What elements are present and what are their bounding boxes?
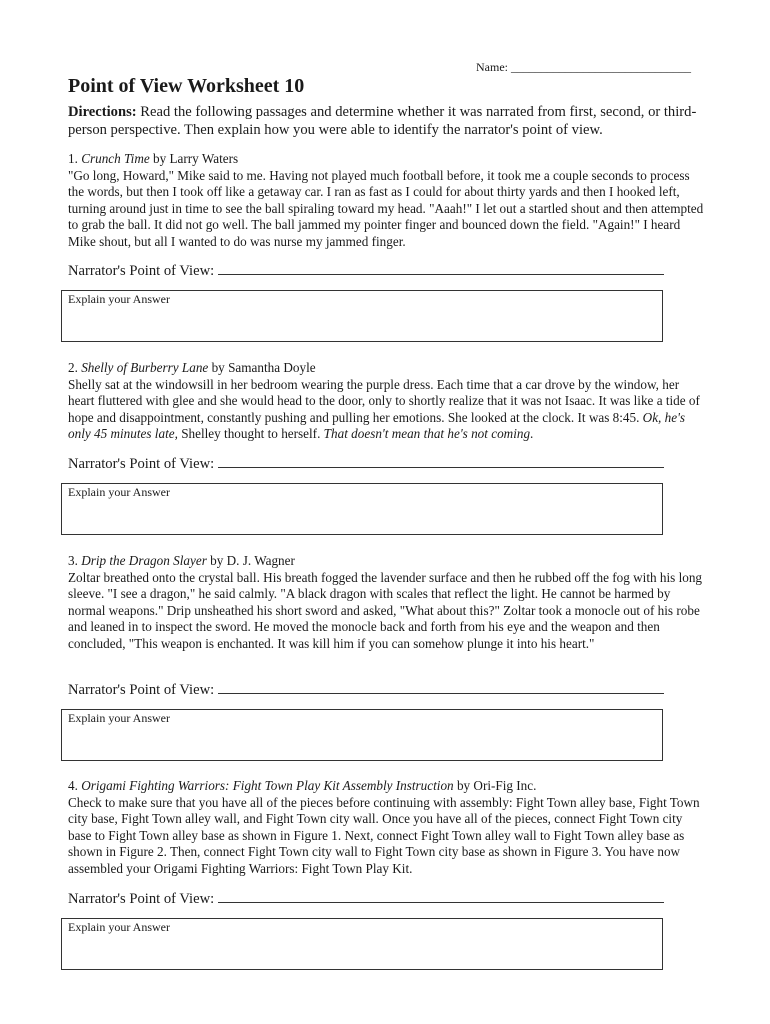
pov-answer-blank[interactable] [218,888,664,903]
pov-label: Narrator's Point of View: [68,891,215,907]
passage-thought-italic: Ok, he's only 45 minutes late, [68,409,686,441]
passage-1 [68,151,708,250]
passage-heading [68,360,708,377]
pov-answer-blank[interactable] [218,679,664,694]
passage-text-part: Shelley thought to herself. [177,426,324,441]
name-field-label: Name: ______________________________ [476,60,691,74]
directions-label: Directions: [68,104,137,120]
passage-text-part: Shelly sat at the windowsill in her bedroom wearing the purple dress. Each time that a car drove by the window, her heart fluttered with glee and she would head to the door, only to shortly realize that it was not Isaac. It was like a tide of hope and disappointment, constantly pushing and pulling her emotions. She looked at the clock. It was 8:45. [68,376,700,425]
explain-label: Explain your Answer [68,292,170,306]
passage-heading [68,778,708,795]
passage-title: Origami Fighting Warriors: Fight Town Play Kit Assembly Instruction [81,778,454,793]
passage-author: by Ori-Fig Inc. [453,778,537,793]
passage-title: Crunch Time [81,151,150,166]
pov-answer-blank[interactable] [218,453,664,468]
passage-title: Shelly of Burberry Lane [81,360,209,375]
passage-number: 4. [68,778,78,793]
passage-author: by D. J. Wagner [206,553,295,568]
pov-line-4 [68,888,664,908]
explain-box-4[interactable] [61,918,663,970]
pov-line-3 [68,679,664,699]
explain-label: Explain your Answer [68,711,170,725]
directions-text: Read the following passages and determine whether it was narrated from first, second, or third-person perspective. Then explain how you were able to identify the narrator's point of view. [68,104,697,138]
worksheet-title: Point of View Worksheet 10 [68,75,305,97]
pov-line-2 [68,453,664,473]
passage-text: Check to make sure that you have all of the pieces before continuing with assembly: Fight Town alley base, Fight Town city base, Fight Town alley wall, and Fight Town city wall. Once you have all of the pieces, connect Fight Town city base to Fight Town alley base as shown in Figure 1. Next, connect Fight Town alley wall to Fight Town alley base as shown in Figure 2. Then, connect Fight Town city wall to Fight Town city base as shown in Figure 3. You have now assembled your Origami Fighting Warriors: Fight Town Play Kit. [68,794,700,876]
explain-label: Explain your Answer [68,920,170,934]
pov-label: Narrator's Point of View: [68,682,215,698]
explain-box-3[interactable] [61,709,663,761]
passage-text-part: . [530,426,534,441]
passage-2 [68,360,708,443]
pov-line-1 [68,260,664,280]
passage-number: 2. [68,360,78,375]
passage-number: 3. [68,553,78,568]
passage-text [68,377,708,443]
passage-4 [68,778,708,877]
passage-text: Zoltar breathed onto the crystal ball. His breath fogged the lavender surface and then he rubbed off the fog with his long sleeve. "I see a dragon," he said calmly. "A black dragon with scales that reflect the light. He cannot be harmed by normal weapons." Drip unsheathed his short sword and asked, "What about this?" Zoltar took a monocle out of his robe and leaned in to inspect the sword. He moved the monocle back and forth from his eye and the weapon and then concluded, "This weapon is enchanted. It was kill him if you can somehow plunge it into his heart." [68,569,703,651]
passage-text: "Go long, Howard," Mike said to me. Having not played much football before, it took me a couple seconds to process the words, but then I took off like a getaway car. I ran as fast as I could for about thirty yards and then I hooked left, turning around just in time to see the ball spiraling toward my head. "Aaah!" I let out a startled shout and then attempted to grab the ball. It did not go well. The ball jammed my pointer finger and bounced down the field. "Again!" I heard Mike shout, but all I wanted to do was nurse my jammed finger. [68,167,704,249]
pov-answer-blank[interactable] [218,260,664,275]
passage-3 [68,553,708,652]
passage-number: 1. [68,151,78,166]
passage-author: by Samantha Doyle [208,360,316,375]
explain-box-1[interactable] [61,290,663,342]
explain-box-2[interactable] [61,483,663,535]
passage-title: Drip the Dragon Slayer [81,553,207,568]
passage-author: by Larry Waters [149,151,239,166]
passage-heading [68,553,708,570]
passage-heading [68,151,708,168]
pov-label: Narrator's Point of View: [68,263,215,279]
pov-label: Narrator's Point of View: [68,456,215,472]
directions [68,103,708,139]
passage-thought-italic: That doesn't mean that he's not coming [323,426,531,441]
explain-label: Explain your Answer [68,485,170,499]
